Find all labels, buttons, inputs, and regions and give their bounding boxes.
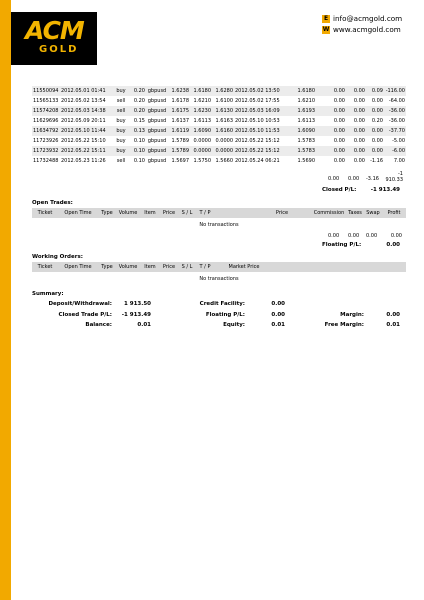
- table-cell: gbpusd: [147, 118, 167, 124]
- column-header: Taxes: [348, 210, 362, 216]
- table-cell: gbpusd: [147, 88, 167, 94]
- contact-email-row: [322, 13, 402, 24]
- table-cell: 1.5789: [168, 146, 190, 156]
- web-icon: W: [322, 25, 330, 33]
- table-cell: 0.09: [366, 86, 384, 96]
- table-cell: 1.5750: [193, 158, 211, 164]
- table-cell: 0.20: [371, 118, 383, 124]
- table-cell: 1.6280: [212, 86, 234, 96]
- table-cell: 1.6230: [190, 106, 212, 116]
- table-cell: 1.6119: [168, 126, 190, 136]
- table-cell: buy: [112, 86, 130, 96]
- closed-trades-table: [32, 86, 406, 166]
- table-row: [32, 156, 406, 166]
- open-zero-profit: 0.00: [390, 233, 402, 239]
- table-cell: 2012.05.10 10:53: [235, 118, 280, 124]
- table-cell: 1.5789: [171, 138, 189, 144]
- contact-email[interactable]: info@acmgold.com: [333, 14, 403, 23]
- table-cell: 1.6090: [190, 126, 212, 136]
- column-header: Price: [162, 210, 176, 216]
- table-row: [32, 116, 406, 126]
- acm-gold-logo: [11, 12, 97, 65]
- table-cell: buy: [112, 146, 130, 156]
- table-cell: 0.00: [353, 158, 365, 164]
- free-margin-value: 0.01: [386, 322, 400, 328]
- table-cell: 0.00: [333, 158, 345, 164]
- deposit-value: 1 913.50: [124, 301, 151, 307]
- table-cell: gbpusd: [147, 148, 167, 154]
- table-cell: 0.0000: [193, 138, 211, 144]
- table-cell: 0.10: [130, 146, 146, 156]
- table-cell: gbpusd: [147, 138, 167, 144]
- summary-title: Summary:: [32, 291, 64, 297]
- summary-floating-label: Floating P/L:: [205, 312, 245, 318]
- open-zero-swap: 0.00: [366, 233, 378, 239]
- email-icon: E: [323, 14, 329, 22]
- closed-trade-pl-value: -1 913.49: [121, 312, 151, 318]
- table-row: [32, 146, 406, 156]
- summary-row-2: [32, 312, 406, 321]
- working-orders-empty: No transactions: [199, 276, 239, 282]
- column-header: S / L: [181, 264, 193, 270]
- column-header: S / L: [181, 210, 193, 216]
- column-header: Volume: [118, 210, 138, 216]
- column-header: T / P: [199, 210, 211, 216]
- table-cell: 1.6163: [215, 118, 233, 124]
- table-cell: 1.6180: [190, 86, 212, 96]
- balance-value: 0.01: [137, 322, 151, 328]
- floating-pl-value: 0.00: [386, 242, 400, 248]
- table-cell: 1.6210: [193, 98, 211, 104]
- table-cell: 11634792: [33, 128, 59, 134]
- table-cell: 11574208: [33, 108, 59, 114]
- table-cell: 1.6180: [288, 86, 316, 96]
- column-header: Market Price: [228, 264, 260, 270]
- table-cell: sell: [116, 158, 126, 164]
- table-cell: 2012.05.10 11:53: [234, 126, 288, 136]
- totals-profit-line1: -1: [398, 171, 403, 177]
- table-cell: 2012.05.02 13:50: [234, 86, 288, 96]
- table-cell: -36.00: [384, 106, 406, 116]
- table-cell: 0.00: [316, 146, 346, 156]
- table-cell: -36.00: [388, 118, 405, 124]
- column-header: Item: [144, 264, 156, 270]
- table-cell: 11732488: [33, 158, 59, 164]
- table-cell: 2012.05.09 20:11: [61, 118, 106, 124]
- table-cell: 1.6175: [168, 106, 190, 116]
- open-zero-commission: 0.00: [328, 233, 340, 239]
- table-row: [32, 126, 406, 136]
- table-cell: 0.00: [333, 118, 345, 124]
- column-header: Item: [144, 210, 156, 216]
- open-zero-taxes: 0.00: [348, 233, 360, 239]
- table-cell: gbpusd: [147, 98, 167, 104]
- table-cell: buy: [116, 138, 126, 144]
- column-header: Commission: [313, 210, 345, 216]
- column-header: T / P: [199, 264, 211, 270]
- closed-pl-value: -1 913.49: [370, 187, 400, 193]
- table-cell: 0.00: [316, 126, 346, 136]
- open-trades-title: Open Trades:: [32, 200, 73, 206]
- table-cell: 0.00: [366, 126, 384, 136]
- totals-swap: -3.16: [366, 176, 379, 182]
- summary-floating-value: 0.00: [271, 312, 285, 318]
- table-cell: 11723932: [33, 148, 59, 154]
- credit-value: 0.00: [271, 301, 285, 307]
- table-cell: 0.20: [130, 106, 146, 116]
- sidebar-stripe: [0, 0, 11, 600]
- closed-trade-pl-label: Closed Trade P/L:: [58, 312, 112, 318]
- totals-commission: 0.00: [328, 176, 340, 182]
- table-cell: 1.6238: [168, 86, 190, 96]
- table-cell: 2012.05.22 15:10: [61, 138, 106, 144]
- column-header: Type: [101, 264, 113, 270]
- table-cell: 0.00: [353, 138, 365, 144]
- table-cell: 0.00: [346, 106, 366, 116]
- table-row: [32, 136, 406, 146]
- table-cell: 2012.05.01 01:41: [60, 86, 112, 96]
- table-cell: 1.6160: [212, 126, 234, 136]
- totals-profit-line2: 910.33: [385, 177, 403, 183]
- equity-value: 0.01: [271, 322, 285, 328]
- closed-pl-label: Closed P/L:: [322, 187, 357, 193]
- table-cell: 7.00: [393, 158, 405, 164]
- floating-pl-label: Floating P/L:: [322, 242, 362, 248]
- table-cell: 2012.05.02 13:54: [61, 98, 106, 104]
- table-cell: gbpusd: [147, 128, 167, 134]
- column-header: Volume: [118, 264, 138, 270]
- table-cell: 11629696: [33, 118, 59, 124]
- table-row: [32, 106, 406, 116]
- column-header: Swap: [366, 210, 380, 216]
- table-cell: 0.00: [366, 146, 384, 156]
- margin-value: 0.00: [386, 312, 400, 318]
- table-cell: 0.00: [333, 138, 345, 144]
- table-cell: sell: [112, 106, 130, 116]
- table-cell: 0.00: [316, 86, 346, 96]
- contact-block: [322, 13, 402, 35]
- column-header: Type: [101, 210, 113, 216]
- free-margin-label: Free Margin:: [324, 322, 364, 328]
- table-cell: 1.5660: [215, 158, 233, 164]
- table-cell: 1.5783: [288, 146, 316, 156]
- table-cell: 2012.05.22 15:12: [235, 138, 280, 144]
- logo-gold-text: GOLD: [39, 44, 79, 55]
- table-cell: 2012.05.03 14:38: [60, 106, 112, 116]
- table-cell: 0.00: [346, 126, 366, 136]
- margin-label: Margin:: [340, 312, 364, 318]
- table-cell: 1.6210: [297, 98, 315, 104]
- table-cell: 0.00: [353, 118, 365, 124]
- table-cell: 1.6090: [288, 126, 316, 136]
- table-cell: gbpusd: [147, 158, 167, 164]
- table-cell: 11565133: [33, 98, 59, 104]
- contact-web[interactable]: www.acmgold.com: [333, 25, 401, 34]
- open-trades-zeros: [32, 233, 406, 241]
- table-cell: 11550094: [33, 88, 59, 94]
- column-header: Profit: [387, 210, 401, 216]
- table-cell: buy: [116, 118, 126, 124]
- table-cell: 0.0000: [212, 146, 234, 156]
- column-header: Open Time: [64, 264, 92, 270]
- credit-label: Credit Facility:: [199, 301, 245, 307]
- balance-label: Balance:: [85, 322, 112, 328]
- table-cell: 2012.05.02 17:55: [235, 98, 280, 104]
- table-cell: 0.00: [371, 138, 383, 144]
- table-cell: 1.6137: [171, 118, 189, 124]
- table-cell: 2012.05.23 11:26: [61, 158, 106, 164]
- open-trades-empty: No transactions: [199, 222, 239, 228]
- summary-row-1: [32, 301, 406, 310]
- column-header: Ticket: [37, 264, 53, 270]
- table-cell: 0.15: [133, 118, 145, 124]
- table-cell: 1.6100: [215, 98, 233, 104]
- table-cell: -5.00: [392, 138, 405, 144]
- table-cell: 2012.05.24 06:21: [235, 158, 280, 164]
- table-row: [32, 96, 406, 106]
- table-cell: 0.10: [133, 158, 145, 164]
- table-cell: buy: [112, 126, 130, 136]
- table-row: [32, 86, 406, 96]
- table-cell: 11723926: [33, 138, 59, 144]
- column-header: Price: [162, 264, 176, 270]
- table-cell: 0.0000: [190, 146, 212, 156]
- column-header: Price: [275, 210, 289, 216]
- table-cell: 1.5783: [297, 138, 315, 144]
- floating-pl-row: [32, 242, 406, 250]
- table-cell: 1.6193: [288, 106, 316, 116]
- table-cell: 0.0000: [215, 138, 233, 144]
- open-trades-header: [32, 208, 406, 218]
- table-cell: 1.5690: [297, 158, 315, 164]
- table-cell: 2012.05.10 11:44: [60, 126, 112, 136]
- summary-row-3: [32, 322, 406, 331]
- table-cell: -6.00: [384, 146, 406, 156]
- table-cell: 1.6130: [212, 106, 234, 116]
- table-cell: 1.6113: [193, 118, 211, 124]
- table-cell: -64.00: [388, 98, 405, 104]
- table-cell: 1.5697: [171, 158, 189, 164]
- table-cell: -116.00: [385, 88, 405, 94]
- working-orders-title: Working Orders:: [32, 254, 83, 260]
- column-header: Open Time: [64, 210, 92, 216]
- working-orders-header: [32, 262, 406, 272]
- table-cell: 0.00: [371, 98, 383, 104]
- table-cell: 1.6113: [297, 118, 315, 124]
- table-cell: 2012.05.22 15:11: [60, 146, 112, 156]
- table-cell: 0.00: [316, 106, 346, 116]
- table-cell: 0.00: [346, 146, 366, 156]
- table-cell: 0.00: [353, 98, 365, 104]
- table-cell: sell: [116, 98, 126, 104]
- closed-trades-body: [32, 86, 406, 166]
- table-cell: 0.20: [133, 98, 145, 104]
- logo-acm-text: ACM: [25, 16, 84, 45]
- table-cell: 0.13: [130, 126, 146, 136]
- table-cell: gbpusd: [147, 108, 167, 114]
- deposit-label: Deposit/Withdrawal:: [48, 301, 112, 307]
- table-cell: 0.00: [333, 98, 345, 104]
- table-cell: 1.6178: [171, 98, 189, 104]
- table-cell: 2012.05.03 16:09: [234, 106, 288, 116]
- table-cell: -1.16: [370, 158, 383, 164]
- totals-taxes: 0.00: [348, 176, 360, 182]
- table-cell: 0.20: [130, 86, 146, 96]
- table-cell: 0.00: [346, 86, 366, 96]
- table-cell: 0.00: [366, 106, 384, 116]
- contact-web-row: [322, 24, 402, 35]
- table-cell: 0.10: [133, 138, 145, 144]
- table-cell: -37.70: [384, 126, 406, 136]
- table-cell: 2012.05.22 15:12: [234, 146, 288, 156]
- totals-row: [32, 172, 406, 186]
- equity-label: Equity:: [223, 322, 245, 328]
- column-header: Ticket: [37, 210, 53, 216]
